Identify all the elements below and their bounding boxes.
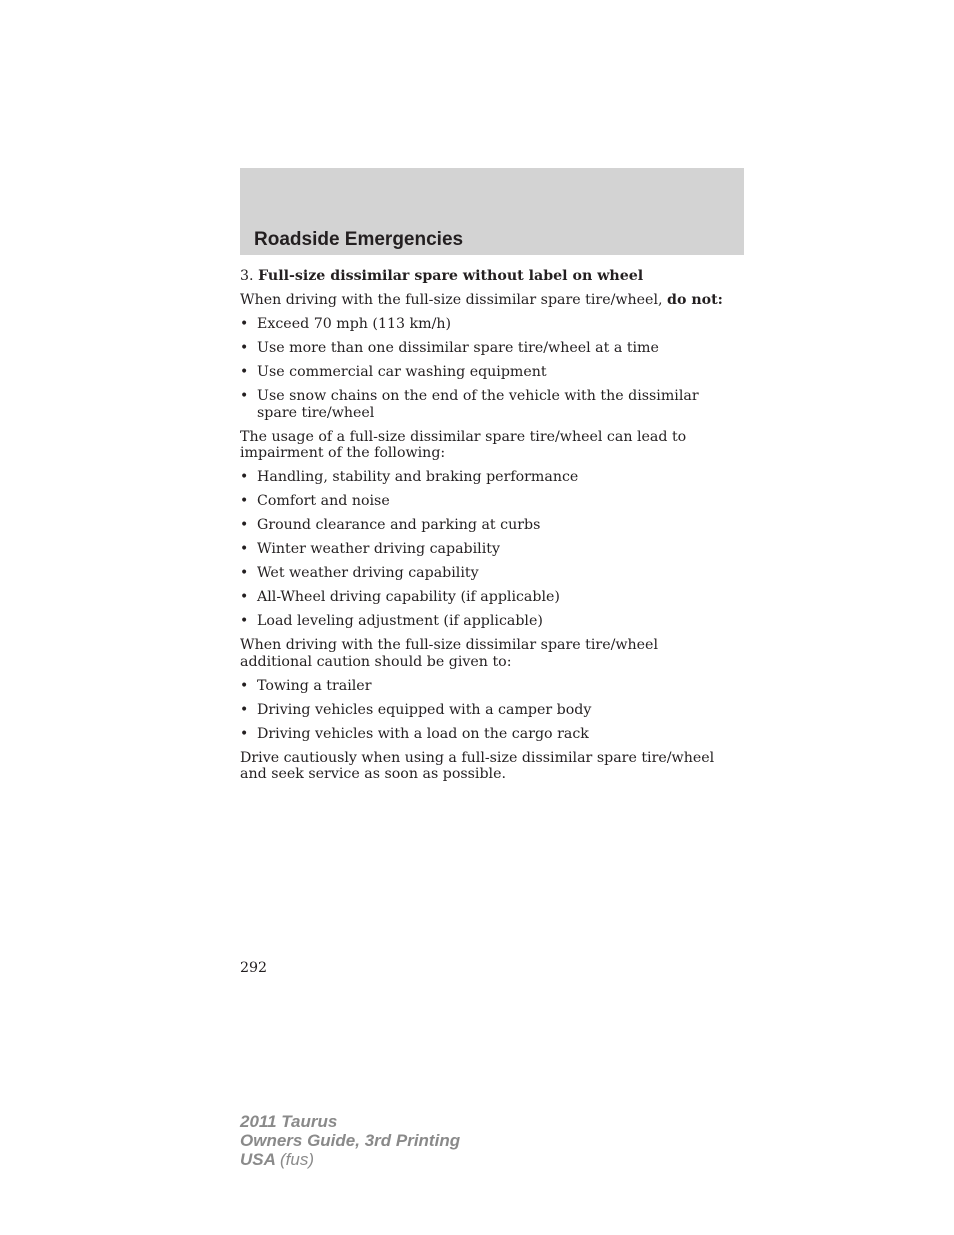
list-item <box>240 541 730 558</box>
bullet-icon: • <box>240 469 249 485</box>
list-item-text: All-Wheel driving capability (if applicable) <box>257 589 560 605</box>
bullet-icon: • <box>240 340 249 356</box>
footer-model-line: 2011 Taurus <box>240 1112 338 1131</box>
bullet-icon: • <box>240 725 249 742</box>
list-item-text: Use snow chains on the end of the vehicle with the dissimilar spare tire/wheel <box>257 388 699 421</box>
footer-guide-line: Owners Guide, 3rd Printing <box>240 1131 461 1150</box>
list-item-text: Winter weather driving capability <box>257 541 500 557</box>
subsection-title: Full-size dissimilar spare without label on wheel <box>258 268 644 284</box>
bullet-icon: • <box>240 677 249 694</box>
subsection-number: 3. <box>240 268 254 284</box>
list-item-text: Driving vehicles equipped with a camper body <box>257 701 592 718</box>
list-item <box>240 613 730 630</box>
bullet-icon: • <box>240 517 249 533</box>
list-item-text: Handling, stability and braking performance <box>257 469 579 485</box>
caution-list <box>240 678 730 743</box>
intro-paragraph <box>240 292 730 309</box>
do-not-list <box>240 316 730 421</box>
footer-region-line <box>240 1150 460 1169</box>
bullet-icon: • <box>240 589 249 605</box>
closing-paragraph: Drive cautiously when using a full-size dissimilar spare tire/wheel and seek service as soon as possible. <box>240 749 715 782</box>
list-item-text: Use more than one dissimilar spare tire/wheel at a time <box>257 340 659 356</box>
list-item <box>240 678 730 695</box>
intro-emphasis: do not: <box>667 292 723 308</box>
bullet-icon: • <box>240 613 249 629</box>
intro-text: When driving with the full-size dissimilar spare tire/wheel, <box>240 292 663 308</box>
list-item <box>240 340 730 357</box>
section-header-band <box>240 168 744 255</box>
impairment-list <box>240 469 730 630</box>
bullet-icon: • <box>240 364 249 380</box>
bullet-icon: • <box>240 701 249 718</box>
page-content <box>240 268 730 790</box>
list-item <box>240 702 730 719</box>
impairment-paragraph: The usage of a full-size dissimilar spare tire/wheel can lead to impairment of the following: <box>240 428 687 461</box>
list-item <box>240 726 730 743</box>
bullet-icon: • <box>240 388 249 404</box>
list-item-text: Wet weather driving capability <box>257 565 479 581</box>
bullet-icon: • <box>240 541 249 557</box>
bullet-icon: • <box>240 565 249 581</box>
caution-paragraph: When driving with the full-size dissimilar spare tire/wheel additional caution should be given to: <box>240 637 658 670</box>
list-item-text: Load leveling adjustment (if applicable) <box>257 613 543 629</box>
footer-region-code: (fus) <box>280 1150 314 1169</box>
footer-region: USA <box>240 1150 276 1169</box>
list-item-text: Driving vehicles with a load on the cargo rack <box>257 725 589 742</box>
subsection-heading <box>240 268 730 285</box>
list-item <box>240 565 730 582</box>
document-footer <box>240 1112 460 1169</box>
list-item <box>240 364 730 381</box>
list-item <box>240 316 730 333</box>
list-item-text: Comfort and noise <box>257 493 390 509</box>
list-item <box>240 589 730 606</box>
list-item <box>240 493 730 510</box>
list-item-text: Ground clearance and parking at curbs <box>257 517 541 533</box>
list-item <box>240 469 730 486</box>
list-item-text: Exceed 70 mph (113 km/h) <box>257 316 452 332</box>
list-item-text: Use commercial car washing equipment <box>257 364 547 380</box>
list-item <box>240 388 730 421</box>
list-item-text: Towing a trailer <box>257 677 372 694</box>
bullet-icon: • <box>240 493 249 509</box>
page-number: 292 <box>240 960 268 976</box>
bullet-icon: • <box>240 316 249 332</box>
list-item <box>240 517 730 534</box>
section-title: Roadside Emergencies <box>254 229 464 250</box>
